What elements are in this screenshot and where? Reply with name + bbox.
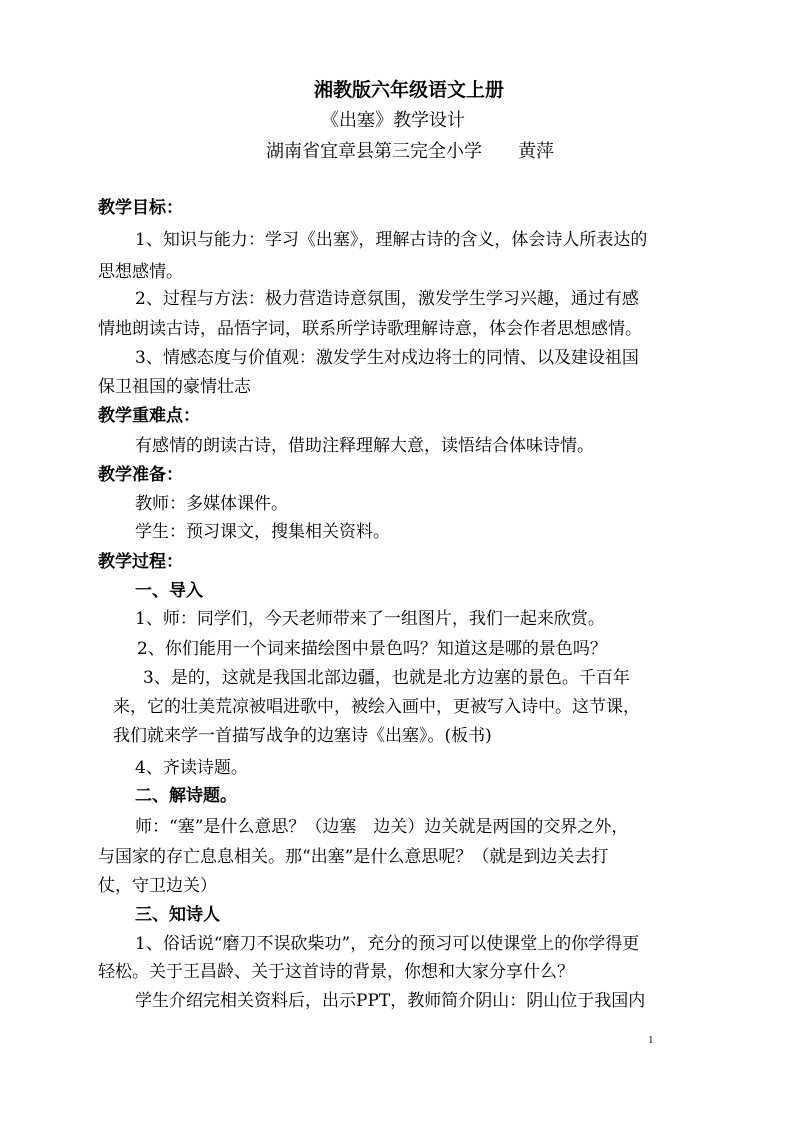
process-line: 3、是的，这就是我国北部边疆，也就是北方边塞的景色。千百年 [143,668,630,688]
process-line: 4、齐读诗题。 [135,758,248,778]
document-title: 湘教版六年级语文上册 [314,79,505,101]
subsection-title-intro: 一、导入 [135,581,203,601]
key-points-line: 有感情的朗读古诗，借助注释理解大意，读悟结合体味诗情。 [135,436,594,456]
prep-line: 学生：预习课文，搜集相关资料。 [135,522,390,542]
process-line: 轻松。关于王昌龄、关于这首诗的背景，你想和大家分享什么？ [98,962,574,982]
process-line: 1、俗话说“磨刀不误砍柴功”，充分的预习可以使课堂上的你学得更 [135,934,640,954]
prep-line: 教师：多媒体课件。 [135,494,288,514]
section-heading-key-points: 教学重难点： [98,406,200,426]
goals-line: 思想感情。 [98,262,183,282]
process-line: 与国家的存亡息息相关。那“出塞”是什么意思呢？（就是到边关去打 [98,847,609,867]
goals-line: 1、知识与能力：学习《出塞》，理解古诗的含义，体会诗人所表达的 [135,230,648,250]
author-line: 湖南省宜章县第三完全小学 黄萍 [266,141,554,162]
process-line: 师：“塞”是什么意思？（边塞 边关）边关就是两国的交界之外， [135,817,629,837]
section-heading-prep: 教学准备： [98,465,183,485]
goals-line: 2、过程与方法：极力营造诗意氛围，激发学生学习兴趣，通过有感 [135,289,639,309]
goals-line: 3、情感态度与价值观：激发学生对戍边将士的同情、以及建设祖国 [135,348,639,368]
section-heading-process: 教学过程： [98,552,183,572]
process-line: 学生介绍完相关资料后，出示PPT，教师简介阴山：阴山位于我国内 [135,991,646,1011]
page-number: 1 [648,1034,654,1046]
goals-line: 保卫祖国的豪情壮志 [98,377,251,397]
process-line: 仗，守卫边关） [98,876,217,896]
process-line: 来，它的壮美荒凉被唱进歌中，被绘入画中，更被写入诗中。这节课， [113,697,640,717]
document-subtitle: 《出塞》教学设计 [321,110,465,131]
goals-line: 情地朗读古诗，品悟字词，联系所学诗歌理解诗意，体会作者思想感情。 [98,319,642,339]
section-heading-goals: 教学目标： [98,198,183,218]
process-line: 我们就来学一首描写战争的边塞诗《出塞》。(板书) [113,726,492,746]
subsection-title-poet: 三、知诗人 [135,905,220,925]
subsection-title-poem-title: 二、解诗题。 [135,786,237,806]
process-line: 2、你们能用一个词来描绘图中景色吗？知道这是哪的景色吗？ [137,639,607,659]
process-line: 1、师：同学们，今天老师带来了一组图片，我们一起来欣赏。 [135,609,605,629]
